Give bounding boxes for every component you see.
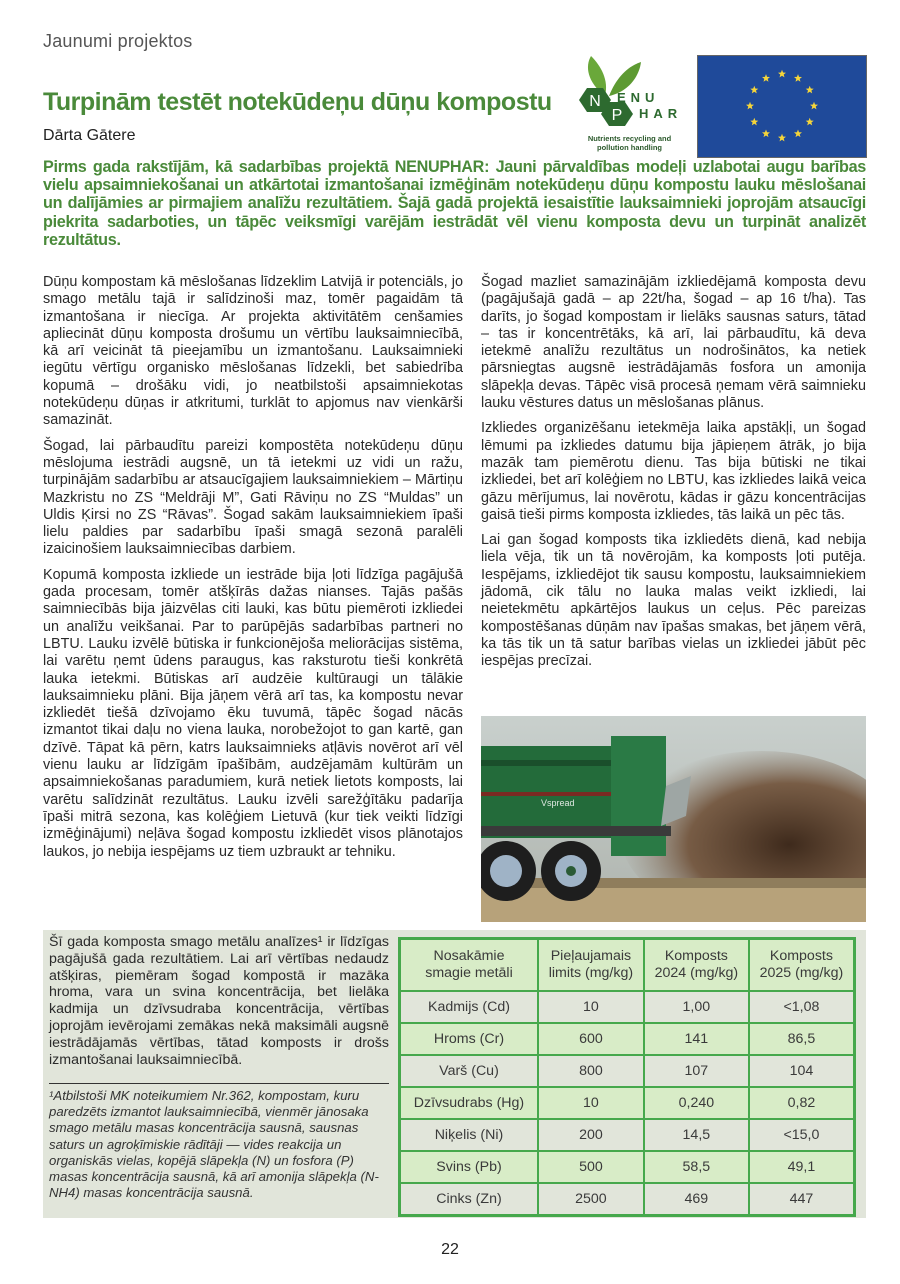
paragraph: Lai gan šogad komposts tika izkliedēts dienā, kad nebija liela vēja, tik un tā novērojām, ka komposts ļoti putēja. Iespējams, izkliedējot tik sausu kompostu, lauksaimniekiem jādomā, cik tālu no lauka malas veikt izkliedi, lai neietekmētu apkārtējos laukus un ceļus. Pēc pareizas kompostēšanas dūņām nav īpašas smakas, bet jāņem vērā, ka tās tik un tā satur barības vielas un izkliedei jābūt pēc iespējas precīzai. [481, 532, 866, 670]
spreader-cab [611, 736, 666, 856]
star-icon [806, 86, 814, 94]
page-number: 22 [441, 1241, 459, 1258]
value-cell: 200 [538, 1119, 644, 1151]
article-title: Turpinām testēt notekūdeņu dūņu kompostu [43, 88, 552, 116]
paragraph: Kopumā komposta izkliede un iestrāde bija ļoti līdzīga pagājušā gada procesam, tomēr atšķīrās dažas nianses. Tajās pašās saimniecībās bija jāizvēlas citi lauki, kas būtu piemēroti izkliedei un analīžu veikšanai. Par to parūpējās sadarbības partneri no LBTU. Lauku izvēlē būtiska ir funkcionējoša meliorācijas sistēma, lai varētu ņemt ūdens paraugus, kas raksturotu tieši konkrētā lauka ietekmi. Būtiskas arī audzēie kultūraugi un tālākie lauksaimnieku plāni. Bija jāņem vērā arī tas, ka kompostu nevar izkliedēt tiešā dzīvojamo ēku tuvumā, tāpēc šogad nācās izmantot tikai daļu no viena lauka, norobežojot to gan kartē, gan dzīvē. Tāpat kā pērn, katrs lauksaimnieks atļāvis novērot arī vēl vienu lauku ar līdzīgām īpašībām, audzējamām kultūrām un apsaimniekošanas paradumiem, kurā netiek lietots komposts, lai varētu salīdzināt rezultātus. Lauku izvēli sarežģītāku padarīja īpaši mitrā sezona, kas kolēģiem Lietuvā (kur tiek veikti līdzīgi izmēģinājumi) neļāva šogad kompostu izkliedēt visos plānotajos laukos, jo nebija iespējams uz tiem uzbraukt ar tehniku. [43, 566, 463, 860]
star-icon [750, 86, 758, 94]
table-row [400, 1055, 855, 1087]
table-header-cell: Nosakāmie smagie metāli [400, 939, 538, 992]
value-cell: 107 [644, 1055, 749, 1087]
logo-letters-bottom: HAR [639, 106, 683, 121]
metal-name-cell: Cinks (Zn) [400, 1183, 538, 1216]
photo-illustration [481, 716, 866, 922]
eu-stars-ring [698, 56, 866, 157]
value-cell: 10 [538, 991, 644, 1023]
logo-letter-p: P [611, 107, 623, 124]
value-cell: 58,5 [644, 1151, 749, 1183]
table-header-cell: Komposts 2025 (mg/kg) [749, 939, 855, 992]
value-cell: 86,5 [749, 1023, 855, 1055]
info-box [43, 930, 866, 1218]
value-cell: 800 [538, 1055, 644, 1087]
value-cell: 500 [538, 1151, 644, 1183]
logo-caption [567, 134, 692, 152]
metal-name-cell: Dzīvsudrabs (Hg) [400, 1087, 538, 1119]
metal-name-cell: Svins (Pb) [400, 1151, 538, 1183]
eu-flag [697, 55, 867, 158]
paragraph: Dūņu kompostam kā mēslošanas līdzeklim Latvijā ir potenciāls, jo smago metālu tajā ir salīdzinoši maz, tomēr pagaidām tā izmantošana ir niecīga. Ar projekta aktivitātēm cenšamies apliecināt dūņu komposta drošumu un vērtību lauksaimniecībā, kā arī veicināt tā pieejamību un izmantošanu. Lauksaimnieki iegūtu vērtīgu organisko mēslošanas līdzekli, bet sabiedrība kopumā – drošāku vidi, jo neatbilstoši apsaimniekotas notekūdeņu dūņas ir atkritumi, turklāt to apjomus nav vienkārši samazināt. [43, 274, 463, 429]
star-icon [750, 118, 758, 126]
column-right [481, 274, 866, 679]
value-cell: 2500 [538, 1183, 644, 1216]
paragraph: Šogad mazliet samazinājām izkliedējamā komposta devu (pagājušajā gadā – ap 22t/ha, šogad – ap 16 t/ha). Tas darīts, jo šogad kompostam ir lielāks sausnas saturs, tātad – tas ir koncentrētāks, kā arī, lai pārbaudītu, kā deva ietekmē analīžu rezultātus un nodrošinātos, ka netiek pārsniegtas augsnē iestrādājamās fosfora un amonija slāpekļa devas. Tāpēc visā procesā ņemam vērā saimnieku lauku vēstures datus un mēslošanas plānus. [481, 274, 866, 412]
table-header-cell: Pieļaujamais limits (mg/kg) [538, 939, 644, 992]
value-cell: 600 [538, 1023, 644, 1055]
table-row [400, 1151, 855, 1183]
metal-name-cell: Niķelis (Ni) [400, 1119, 538, 1151]
table-row [400, 1023, 855, 1055]
logo-letter-n: N [589, 93, 601, 110]
logo-letters-top: ENU [617, 90, 660, 105]
metal-name-cell: Kadmijs (Cd) [400, 991, 538, 1023]
column-left [43, 274, 463, 869]
footnote: ¹Atbilstoši MK noteikumiem Nr.362, kompostam, kuru paredzēts izmantot lauksaimniecībā, vienmēr jānosaka smago metālu masas koncentrācija sausnā, sausnas saturs un agroķīmiskie rādītāji — vides reakcija un organiskās vielas, kopējā slāpekļa (N) un fosfora (P) masas koncentrācija sausnā, kā arī amonija slāpekļa (N-NH4) masas koncentrācija sausnā. [49, 1088, 379, 1201]
nenuphar-logo [567, 52, 692, 157]
author: Dārta Gātere [43, 127, 136, 144]
value-cell: 14,5 [644, 1119, 749, 1151]
heavy-metals-table [398, 937, 856, 1217]
footnote-divider [49, 1083, 389, 1084]
logo-caption-line2: pollution handling [597, 143, 662, 152]
value-cell: 141 [644, 1023, 749, 1055]
table-row [400, 1119, 855, 1151]
compost-spreader-photo [481, 716, 866, 922]
star-icon [806, 118, 814, 126]
value-cell: <1,08 [749, 991, 855, 1023]
metal-name-cell: Varš (Cu) [400, 1055, 538, 1087]
table-header-cell: Komposts 2024 (mg/kg) [644, 939, 749, 992]
value-cell: 1,00 [644, 991, 749, 1023]
logo-caption-line1: Nutrients recycling and [587, 134, 672, 143]
star-icon [762, 130, 770, 138]
star-icon [794, 130, 802, 138]
value-cell: 49,1 [749, 1151, 855, 1183]
star-icon [794, 74, 802, 82]
paragraph: Šogad, lai pārbaudītu pareizi kompostēta notekūdeņu dūņu mēslojuma iestrādi augsnē, un tā ietekmi uz vidi un ražu, turpinājām sadarbību ar atsaucīgajiem lauksaimniekiem – Mārtiņu Mazkristu no ZS “Meldrāji M”, Gati Rāviņu no ZS “Muldas” un Uldis Ķirsi no ZS “Rāvas”. Šogad sakām lauksaimniekiem īpaši lielu paldies par sadarbību īpaši smagā sezonā paralēli izaicinošiem lauksaimniecības darbiem. [43, 437, 463, 558]
nenuphar-logo-graphic [567, 52, 692, 134]
value-cell: <15,0 [749, 1119, 855, 1151]
truck-label: Vspread [541, 798, 575, 808]
box-text: Šī gada komposta smago metālu analīzes¹ ir līdzīgas pagājušā gada rezultātiem. Lai arī vērtības nedaudz atšķiras, piemēram šogad kompostā ir mazāka hroma, vara un svina koncentrācija, bet lielāka kadmija un dzīvsudraba koncentrācija, vērtības joprojām ievērojami zemākas nekā maksimāli augsnē iestrādājamās vērtības, tātad komposts ir drošs izmantošanai lauksaimniecībā. [49, 934, 389, 1068]
star-icon [810, 102, 818, 110]
table-row [400, 1087, 855, 1119]
value-cell: 447 [749, 1183, 855, 1216]
star-icon [778, 70, 786, 78]
stubble-field [481, 884, 866, 922]
value-cell: 0,82 [749, 1087, 855, 1119]
star-icon [778, 134, 786, 142]
star-icon [746, 102, 754, 110]
metal-name-cell: Hroms (Cr) [400, 1023, 538, 1055]
value-cell: 469 [644, 1183, 749, 1216]
table-row [400, 991, 855, 1023]
star-icon [762, 74, 770, 82]
lead-paragraph: Pirms gada rakstījām, kā sadarbības projektā NENUPHAR: Jauni pārvaldības modeļi uzlabotai augu barības vielu apsaimniekošanai un atkārtotai izmantošanai izmēģinām notekūdeņu dūņu kompostu lauku mēslošanai un dalījāmies ar pirmajiem analīžu rezultātiem. Šajā gadā projektā iesaistītie lauksaimnieki joprojām atsaucīgi piekrita sadarboties, un tāpēc veiksmīgi varējām iestrādāt vēl vienu komposta devu un turpināt analizēt rezultātus. [43, 158, 866, 249]
table-header-row [400, 939, 855, 992]
paragraph: Izkliedes organizēšanu ietekmēja laika apstākļi, un šogad lēmumi pa izkliedes datumu bija jāpieņem ātrāk, jo bija mazāk tam piemērotu dienu. Tas bija būtiski ne tikai izkliedei, bet arī kolēģiem no LBTU, kas izkliedes laikā veica gāzu mērījumus, lai novērotu, kādas ir gāzu koncentrācijas gaisā tieši pirms komposta izkliedes, tās laikā un pēc tās. [481, 420, 866, 523]
section-label: Jaunumi projektos [43, 31, 193, 51]
value-cell: 10 [538, 1087, 644, 1119]
value-cell: 104 [749, 1055, 855, 1087]
value-cell: 0,240 [644, 1087, 749, 1119]
table-row [400, 1183, 855, 1216]
